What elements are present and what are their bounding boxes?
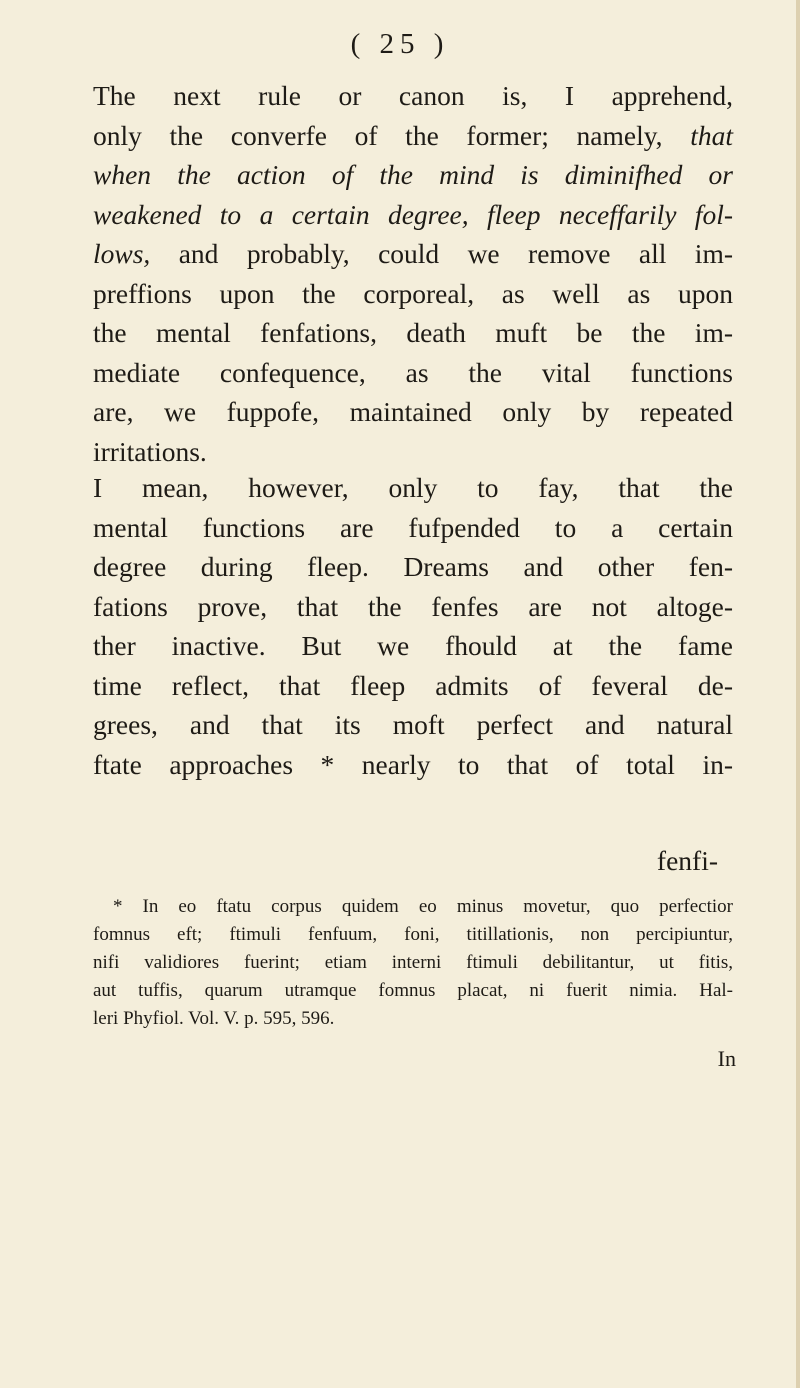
page-number: ( 25 ) [350,28,450,60]
text-line: ther inactive. But we fhould at the fame [93,630,733,661]
text-line: weakened to a certain degree, fleep neceffarily fol- [93,198,733,230]
text-line: The next rule or canon is, I apprehend, [93,80,733,111]
text-line: are, we fuppofe, maintained only by repeated [93,396,733,427]
text-line: grees, and that its moft perfect and natural [93,709,733,740]
text-line: mediate confequence, as the vital functions [93,356,733,388]
footnote-line: nifi validiores fuerint; etiam interni ftimuli debilitantur, ut fitis, [93,952,733,973]
text-line: fations prove, that the fenfes are not altoge- [93,590,733,622]
footnote-line: * In eo ftatu corpus quidem eo minus movetur, quo perfectior [113,896,733,917]
text-line: only the converfe of the former; namely, that [93,119,733,151]
text-line: ftate approaches * nearly to that of total in- [93,748,733,780]
footnote-line: aut tuffis, quarum utramque fomnus placat, ni fuerit nimia. Hal- [93,980,733,1001]
text-line: preffions upon the corporeal, as well as upon [93,277,733,309]
bottom-catchword: In [717,1046,736,1071]
text-line: degree during fleep. Dreams and other fen- [93,551,733,582]
page-edge [796,0,800,1388]
text-line: I mean, however, only to fay, that the [93,472,733,503]
text-line: mental functions are fufpended to a certain [93,511,733,543]
text-line: the mental fenfations, death muft be the im- [93,317,733,348]
paragraph-2 [93,468,733,784]
footnote-line: leri Phyfiol. Vol. V. p. 595, 596. [93,1008,335,1029]
paragraph-1 [93,76,733,471]
catchword: fenfi- [656,845,718,876]
footnote [93,893,733,1033]
footnote-line: fomnus eft; ftimuli fenfuum, foni, titillationis, non percipiuntur, [93,924,733,945]
text-line: irritations. [93,435,207,467]
text-line: when the action of the mind is diminifhed or [93,159,733,190]
text-line: time reflect, that fleep admits of feveral de- [93,669,733,701]
text-line: lows, and probably, could we remove all im- [93,238,733,269]
